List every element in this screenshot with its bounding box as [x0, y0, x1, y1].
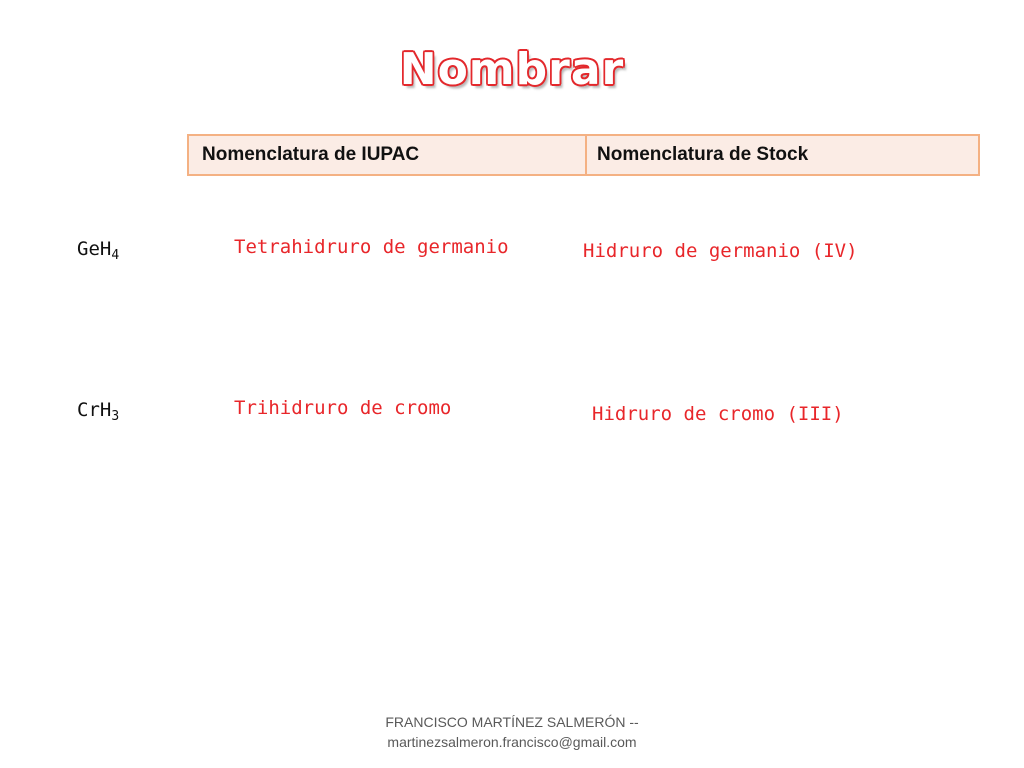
formula-geh4 [77, 238, 120, 263]
header-stock: Nomenclatura de Stock [597, 144, 809, 165]
formula-base: CrH [77, 399, 112, 421]
stock-name-crh3: Hidruro de cromo (III) [592, 403, 844, 425]
iupac-name-geh4: Tetrahidruro de germanio [234, 236, 509, 258]
footer-email: martinezsalmeron.francisco@gmail.com [387, 734, 637, 750]
formula-base: GeH [77, 238, 112, 260]
iupac-name-crh3: Trihidruro de cromo [234, 397, 452, 419]
slide-footer [312, 712, 712, 752]
stock-name-geh4: Hidruro de germanio (IV) [583, 240, 858, 262]
formula-subscript: 3 [111, 409, 120, 424]
nomenclature-header-table [187, 134, 980, 176]
header-iupac: Nomenclatura de IUPAC [189, 136, 587, 174]
formula-subscript: 4 [111, 248, 120, 263]
footer-author: FRANCISCO MARTÍNEZ SALMERÓN -- [385, 714, 639, 730]
slide-title: Nombrar [399, 44, 625, 95]
formula-crh3 [77, 399, 120, 424]
